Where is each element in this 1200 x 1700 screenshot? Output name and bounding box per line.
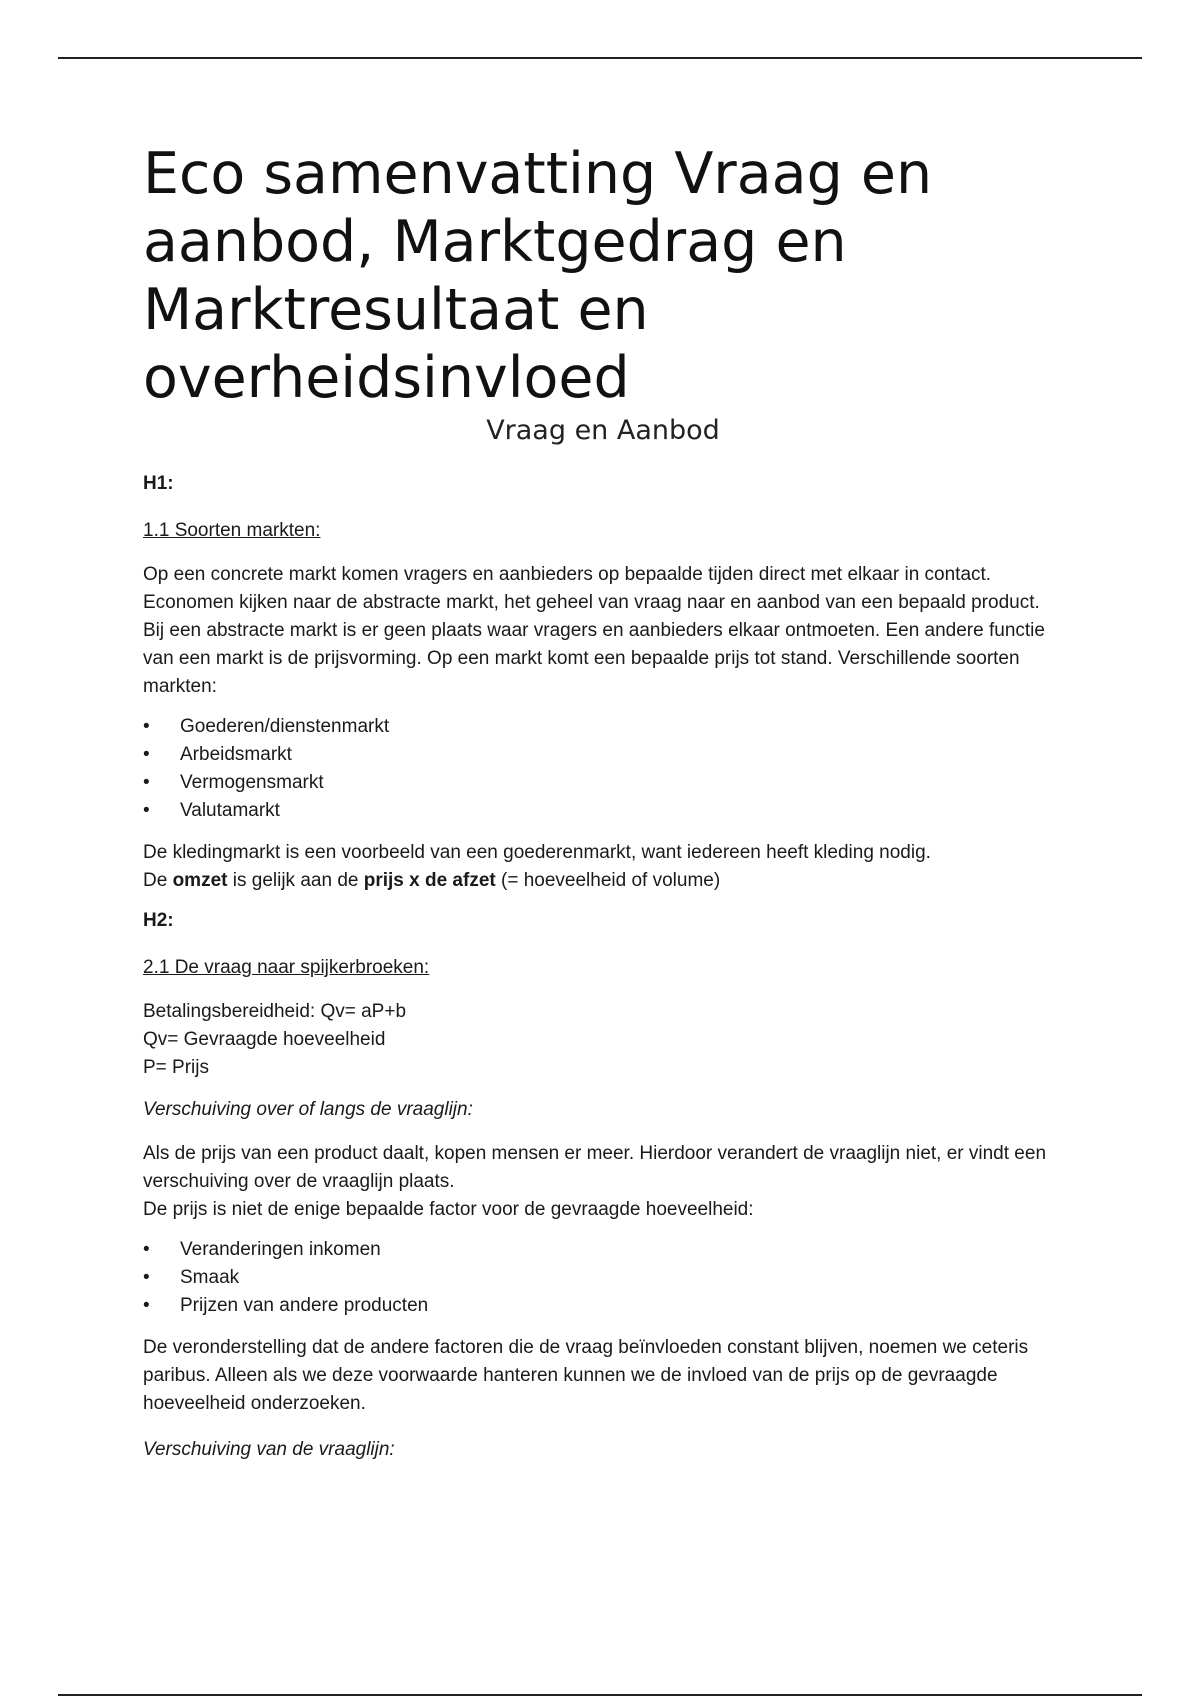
bullet-icon: • (143, 1239, 150, 1260)
section-title-2-1: 2.1 De vraag naar spijkerbroeken: (143, 957, 430, 978)
paragraph-omzet: De omzet is gelijk aan de prijs x de afzet (= hoeveelheid of volume) (143, 870, 721, 891)
heading-h2: H2: (143, 910, 174, 931)
italic-heading-verschuiving-over: Verschuiving over of langs de vraaglijn: (143, 1099, 473, 1120)
list-item: • Arbeidsmarkt (143, 741, 1063, 769)
list-item: • Smaak (143, 1264, 1063, 1292)
list-item: • Goederen/dienstenmarkt (143, 713, 1063, 741)
paragraph-soorten-markten: Op een concrete markt komen vragers en aanbieders op bepaalde tijden direct met elkaar in contact. Economen kijken naar de abstracte markt, het geheel van vraag naar en aanbod van een bepaald product. Bij een abstracte markt is er geen plaats waar vragers en aanbieders elkaar ontmoeten. Een andere functie van een markt is de prijsvorming. Op een markt komt een bepaalde prijs tot stand. Verschillende soorten markten: (143, 564, 1045, 697)
list-item: • Vermogensmarkt (143, 769, 1063, 797)
bullet-icon: • (143, 772, 150, 793)
bullet-icon: • (143, 800, 150, 821)
document-body (143, 140, 1063, 1480)
list-item: • Valutamarkt (143, 797, 1063, 825)
document-title: Eco samenvatting Vraag en aanbod, Marktgedrag en Marktresultaat en overheidsinvloed (143, 141, 933, 411)
formula-line: P= Prijs (143, 1057, 209, 1078)
formula-block (143, 998, 1063, 1082)
bottom-rule (58, 1694, 1142, 1696)
formula-line: Qv= Gevraagde hoeveelheid (143, 1029, 386, 1050)
top-rule (58, 57, 1142, 59)
document-subtitle: Vraag en Aanbod (486, 415, 720, 446)
formula-line: Betalingsbereidheid: Qv= aP+b (143, 1001, 407, 1022)
section-title-1-1: 1.1 Soorten markten: (143, 520, 321, 541)
bullet-icon: • (143, 1267, 150, 1288)
bullet-icon: • (143, 716, 150, 737)
paragraph-prijs-factor: De prijs is niet de enige bepaalde factor voor de gevraagde hoeveelheid: (143, 1199, 754, 1220)
bullet-icon: • (143, 1295, 150, 1316)
factoren-list (143, 1236, 1063, 1320)
paragraph-ceteris-paribus: De veronderstelling dat de andere factoren die de vraag beïnvloeden constant blijven, noemen we ceteris paribus. Alleen als we deze voorwaarde hanteren kunnen we de invloed van de prijs op de gevraagde hoeveelheid onderzoeken. (143, 1337, 1029, 1414)
list-item: • Prijzen van andere producten (143, 1292, 1063, 1320)
list-item: • Veranderingen inkomen (143, 1236, 1063, 1264)
heading-h1: H1: (143, 473, 174, 494)
markten-list (143, 713, 1063, 825)
italic-heading-verschuiving-van: Verschuiving van de vraaglijn: (143, 1439, 395, 1460)
paragraph-prijs-daalt: Als de prijs van een product daalt, kopen mensen er meer. Hierdoor verandert de vraaglijn niet, er vindt een verschuiving over de vraaglijn plaats. (143, 1143, 1047, 1192)
bullet-icon: • (143, 744, 150, 765)
paragraph-kledingmarkt: De kledingmarkt is een voorbeeld van een goederenmarkt, want iedereen heeft kleding nodig. (143, 842, 931, 863)
